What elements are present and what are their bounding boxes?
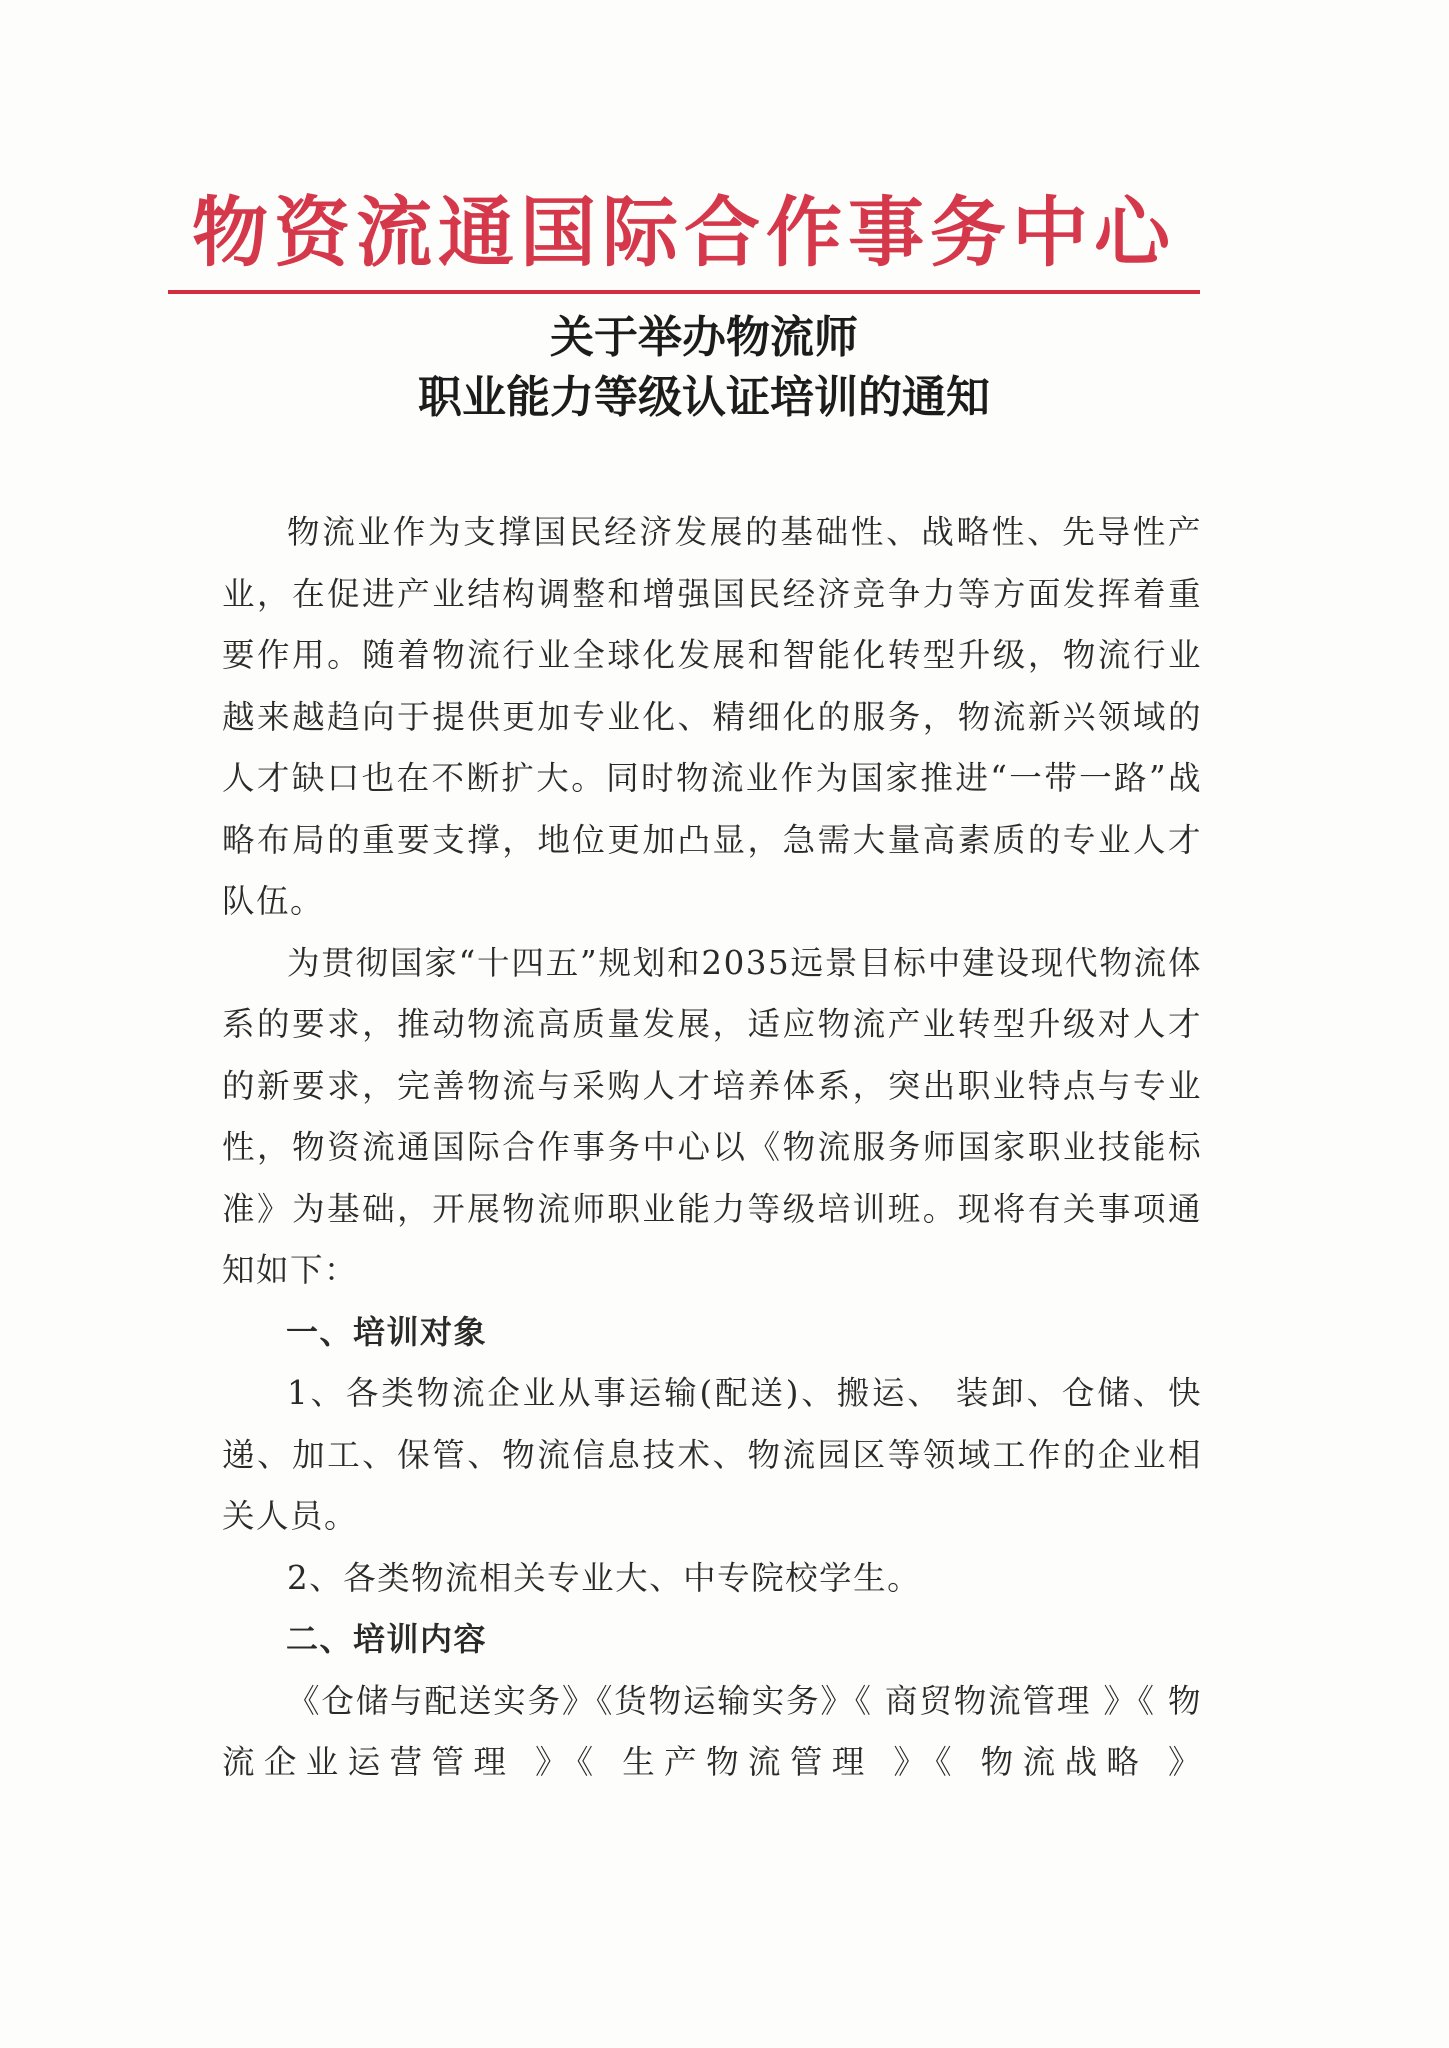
section-heading-content: 二、培训内容 [286,1620,488,1658]
trainee-item-2: 2、各类物流相关专业大、中专院校学生。 [287,1558,922,1597]
letterhead-red-rule [168,290,1200,294]
paragraph-purpose: 为贯彻国家“十四五”规划和2035远景目标中建设现代物流体系的要求，推动物流高质量发展，适应物流产业转型升级对人才的新要求，完善物流与采购人才培养体系，突出职业特点与专业性，物资流通国际合作事务中心以《物流服务师国家职业技能标准》为基础，开展物流师职业能力等级培训班。现将有关事项通知如下： [222,943,1202,1289]
notice-title-line-1: 关于举办物流师 [550,312,858,363]
section-heading-trainees: 一、培训对象 [286,1312,488,1351]
course-list: 《仓储与配送实务》《货物运输实务》《 商贸物流管理 》《 物流企业运营管理 》《 生产物流管理 》《 物流战略 》 [222,1681,1202,1781]
notice-title-line-2: 职业能力等级认证培训的通知 [418,372,990,423]
letterhead-org-name: 物资流通国际合作事务中心 [192,188,1176,277]
trainee-item-1: 1、各类物流企业从事运输(配送)、搬运、 装卸、仓储、快递、加工、保管、物流信息技术、物流园区等领域工作的企业相关人员。 [222,1374,1202,1535]
paragraph-background: 物流业作为支撑国民经济发展的基础性、战略性、先导性产业，在促进产业结构调整和增强国民经济竞争力等方面发挥着重要作用。随着物流行业全球化发展和智能化转型升级，物流行业越来越趋向于提供更加专业化、精细化的服务，物流新兴领域的人才缺口也在不断扩大。同时物流业作为国家推进“一带一路”战略布局的重要支撑，地位更加凸显，急需大量高素质的专业人才队伍。 [222,513,1202,920]
notice-body [222,502,1202,1794]
